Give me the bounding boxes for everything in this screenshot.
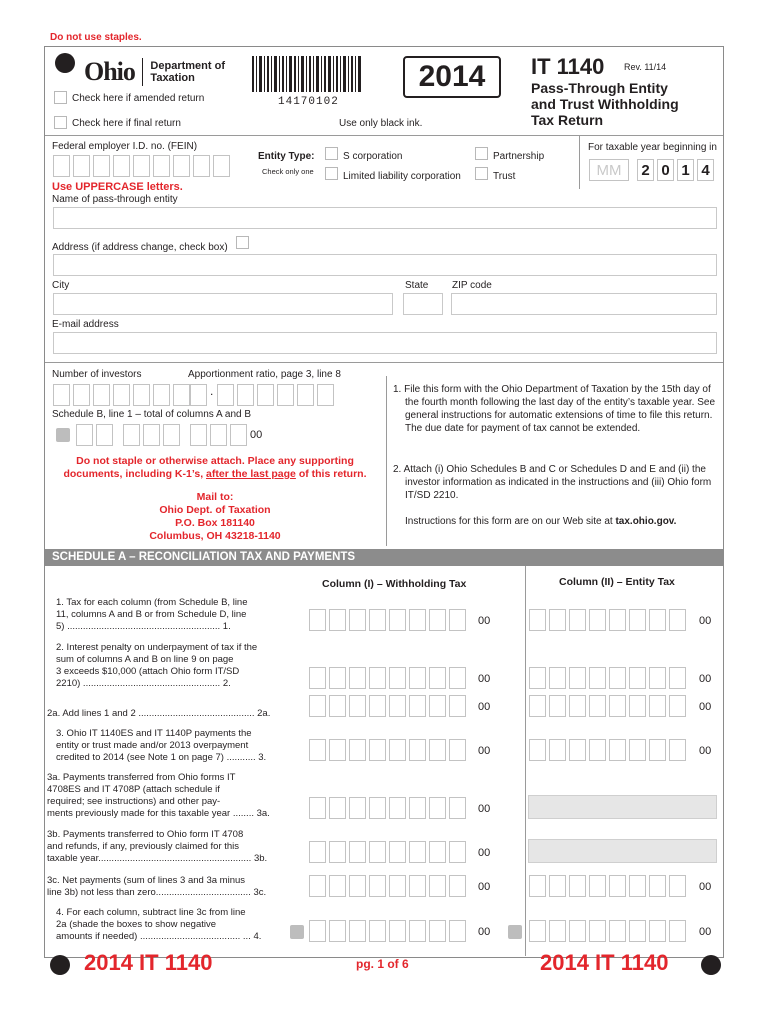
tax-year-box: 2014 xyxy=(403,56,501,98)
investors-input[interactable] xyxy=(53,384,190,406)
line-3b-col1-input[interactable] xyxy=(309,841,466,863)
barcode xyxy=(252,56,362,92)
year-digit: 1 xyxy=(677,159,694,181)
mail-to: Mail to: xyxy=(196,491,234,503)
state-label: State xyxy=(405,280,429,291)
line-3-col2-input[interactable] xyxy=(529,739,686,761)
trust-checkbox[interactable] xyxy=(475,167,488,180)
line-4-col1-input[interactable] xyxy=(309,920,466,942)
footer-left-form-id: 2014 IT 1140 xyxy=(84,950,213,975)
entity-name-input[interactable] xyxy=(53,207,717,229)
ohio-logo xyxy=(84,57,225,87)
line-2a-col1-input[interactable] xyxy=(309,695,466,717)
divider xyxy=(579,135,580,189)
line-3c-col1-input[interactable] xyxy=(309,875,466,897)
partnership-checkbox[interactable] xyxy=(475,147,488,160)
line-3b-col2-shaded xyxy=(528,839,717,863)
s-corporation-label: S corporation xyxy=(343,151,403,162)
barcode-graphic xyxy=(252,56,362,92)
mailing-address xyxy=(50,491,380,543)
schedule-b-input[interactable] xyxy=(76,424,247,446)
cents: 00 xyxy=(699,881,712,893)
footer-right-form-id: 2014 IT 1140 xyxy=(540,950,669,975)
city-label: City xyxy=(52,280,70,291)
line-4-label: 4. For each column, subtract line 3c from line 2a (shade the boxes to show negative amounts if needed) ...................................... ... 4. xyxy=(56,907,262,942)
final-checkbox[interactable] xyxy=(54,116,67,129)
line-2a-col2-input[interactable] xyxy=(529,695,686,717)
line-2-col2-input[interactable] xyxy=(529,667,686,689)
line-4-col2-negative[interactable] xyxy=(508,925,522,939)
apportionment-input[interactable]: . xyxy=(190,384,334,406)
schedule-a-title: SCHEDULE A – RECONCILIATION TAX AND PAYMENTS xyxy=(52,551,356,563)
revision-date: Rev. 11/14 xyxy=(624,62,667,72)
form-number: IT 1140 xyxy=(531,54,605,79)
page-number: pg. 1 of 6 xyxy=(356,957,409,971)
mail-line3: Columbus, OH 43218-1140 xyxy=(149,530,281,542)
cents: 00 xyxy=(699,615,712,627)
staple-warning-line2: documents, including K-1’s, after the last page of this return. xyxy=(63,468,367,480)
line-3c-col2-input[interactable] xyxy=(529,875,686,897)
staple-warning-line1: Do not staple or otherwise attach. Place any supporting xyxy=(76,455,354,467)
s-corporation-checkbox[interactable] xyxy=(325,147,338,160)
divider xyxy=(45,362,723,363)
schedule-b-cents: 00 xyxy=(250,429,263,441)
cents: 00 xyxy=(478,881,491,893)
trust-label: Trust xyxy=(493,171,516,182)
cents: 00 xyxy=(478,926,491,938)
taxable-year-label: For taxable year beginning in xyxy=(588,142,717,153)
web-url[interactable]: tax.ohio.gov. xyxy=(615,516,677,527)
uppercase-note: Use UPPERCASE letters. xyxy=(52,181,183,193)
zip-label: ZIP code xyxy=(452,280,492,291)
amended-label: Check here if amended return xyxy=(72,93,205,104)
cents: 00 xyxy=(699,701,712,713)
line-3a-label: 3a. Payments transferred from Ohio forms IT 4708ES and IT 4708P (attach schedule if required; see instructions) and other pay- ments previously made for this taxable year ........ 3a. xyxy=(47,772,270,819)
state-input[interactable] xyxy=(403,293,443,315)
year-digit: 0 xyxy=(657,159,674,181)
instruction-2: 2. Attach (i) Ohio Schedules B and C or Schedules D and E and (ii) the investor information as indicated in the instructions and (iii) Ohio form IT/SD 2210. xyxy=(393,464,712,501)
line-2a-label: 2a. Add lines 1 and 2 ............................................ 2a. xyxy=(47,708,271,719)
divider xyxy=(525,566,526,956)
col1-header: Column (I) – Withholding Tax xyxy=(322,578,467,590)
registration-dot-top-left xyxy=(55,53,75,73)
cents: 00 xyxy=(478,673,491,685)
line-1-col1-input[interactable] xyxy=(309,609,466,631)
amended-checkbox[interactable] xyxy=(54,91,67,104)
entity-type-label: Entity Type: xyxy=(258,151,315,162)
email-label: E-mail address xyxy=(52,319,119,330)
cents: 00 xyxy=(478,701,491,713)
ohio-logo-text: Ohio xyxy=(84,57,135,86)
address-input[interactable] xyxy=(53,254,717,276)
check-only-one-note: Check only one xyxy=(262,167,314,176)
line-4-col1-negative[interactable] xyxy=(290,925,304,939)
line-3a-col1-input[interactable] xyxy=(309,797,466,819)
mail-line2: P.O. Box 181140 xyxy=(175,517,255,529)
fein-input[interactable] xyxy=(53,155,230,177)
cents: 00 xyxy=(699,673,712,685)
col2-header: Column (II) – Entity Tax xyxy=(559,576,675,588)
web-instructions: Instructions for this form are on our Web site at tax.ohio.gov. xyxy=(405,516,677,527)
registration-dot-bottom-right xyxy=(701,955,721,975)
no-staples-note: Do not use staples. xyxy=(50,32,142,43)
cents: 00 xyxy=(699,926,712,938)
apportionment-label: Apportionment ratio, page 3, line 8 xyxy=(188,369,341,380)
investors-label: Number of investors xyxy=(52,369,142,380)
address-change-checkbox[interactable] xyxy=(236,236,249,249)
line-1-label: 1. Tax for each column (from Schedule B, line 11, columns A and B or from Schedule D, line 5) .......................................................... 1. xyxy=(56,597,248,632)
fein-label: Federal employer I.D. no. (FEIN) xyxy=(52,141,198,152)
city-input[interactable] xyxy=(53,293,393,315)
line-3a-col2-shaded xyxy=(528,795,717,819)
cents: 00 xyxy=(478,745,491,757)
line-3b-label: 3b. Payments transferred to Ohio form IT 4708 and refunds, if any, previously claimed for this taxable year.......................................................... 3b. xyxy=(47,829,268,864)
address-label: Address (if address change, check box) xyxy=(52,242,228,253)
line-3c-label: 3c. Net payments (sum of lines 3 and 3a minus line 3b) not less than zero.................................... 3c. xyxy=(47,875,267,898)
line-3-label: 3. Ohio IT 1140ES and IT 1140P payments the entity or trust made and/or 2013 overpayment credited to 2014 (see Note 1 on page 7) ........... 3. xyxy=(56,728,267,763)
mail-line1: Ohio Dept. of Taxation xyxy=(159,504,271,516)
line-1-col2-input[interactable] xyxy=(529,609,686,631)
form-title xyxy=(531,80,679,128)
line-3-col1-input[interactable] xyxy=(309,739,466,761)
dept-line2: Taxation xyxy=(150,72,195,84)
llc-checkbox[interactable] xyxy=(325,167,338,180)
cents: 00 xyxy=(478,803,491,815)
cents: 00 xyxy=(478,847,491,859)
zip-input[interactable] xyxy=(451,293,717,315)
final-label: Check here if final return xyxy=(72,118,181,129)
cents: 00 xyxy=(478,615,491,627)
entity-name-label: Name of pass-through entity xyxy=(52,194,178,205)
schedule-b-label: Schedule B, line 1 – total of columns A and B xyxy=(52,409,252,420)
month-input[interactable]: MM xyxy=(589,159,629,181)
negative-indicator[interactable] xyxy=(56,428,70,442)
title-line3: Tax Return xyxy=(531,112,604,128)
instruction-1: 1. File this form with the Ohio Department of Taxation by the 15th day of the fourth month following the last day of the entity’s taxable year. See general instructions for automatic extensions of time to file this return. The due date for payment of tax cannot be extended. xyxy=(393,384,716,434)
cents: 00 xyxy=(699,745,712,757)
divider xyxy=(386,376,387,546)
staple-warning xyxy=(50,455,380,481)
line-4-col2-input[interactable] xyxy=(529,920,686,942)
year-digit: 4 xyxy=(697,159,714,181)
divider xyxy=(45,135,723,136)
title-line2: and Trust Withholding xyxy=(531,96,679,112)
year-digit: 2 xyxy=(637,159,654,181)
partnership-label: Partnership xyxy=(493,151,545,162)
registration-dot-bottom-left xyxy=(50,955,70,975)
email-input[interactable] xyxy=(53,332,717,354)
line-2-col1-input[interactable] xyxy=(309,667,466,689)
title-line1: Pass-Through Entity xyxy=(531,80,668,96)
llc-label: Limited liability corporation xyxy=(343,171,461,182)
line-2-label: 2. Interest penalty on underpayment of tax if the sum of columns A and B on line 9 on page 3 exceeds $10,000 (attach Ohio form IT/SD 2210) .................................................... 2. xyxy=(56,642,258,689)
barcode-number: 14170102 xyxy=(278,96,339,108)
dept-line1: Department of xyxy=(150,60,225,72)
black-ink-note: Use only black ink. xyxy=(339,118,423,129)
taxable-year-input[interactable] xyxy=(589,159,714,181)
